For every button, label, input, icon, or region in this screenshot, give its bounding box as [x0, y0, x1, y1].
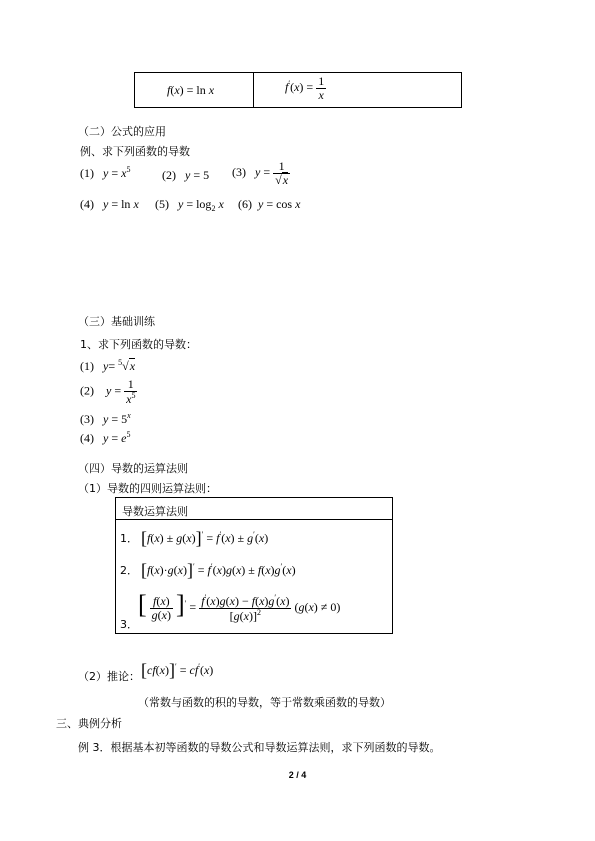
section2-example-title: 例、求下列函数的导数: [80, 145, 190, 158]
example-row-2: (2) y = 5: [162, 168, 210, 182]
section-three-heading: 三、典例分析: [56, 717, 122, 730]
training-row-3: (3) $y = 5^x$: [80, 411, 131, 426]
item-label: (6): [238, 197, 252, 211]
table-divider: [253, 73, 254, 107]
item-label: (1): [80, 359, 94, 373]
section3-heading: （三）基础训练: [78, 315, 155, 328]
item-label: (4): [80, 431, 94, 445]
section4-subheading: （1）导数的四则运算法则：: [78, 482, 217, 495]
formula-ln: f(x) = ln x: [167, 83, 215, 97]
section4-heading: （四）导数的运算法则: [78, 462, 188, 475]
example-row-3: (3) y = $\frac{1}{√x}$: [232, 159, 289, 187]
rule-product: 2． [f(x)·g(x)]′ = f′(x)g(x) ± f(x)g′(x): [120, 560, 296, 580]
formula-table: [134, 72, 462, 108]
example-row-4: (4) y = ln x: [80, 197, 139, 211]
corollary-note: （常数与函数的积的导数，等于常数乘函数的导数）: [138, 696, 391, 709]
table-divider: [116, 519, 392, 520]
rule-sum: 1． [f(x) ± g(x)]′ = f′(x) ± g′(x): [120, 528, 269, 548]
item-label: (2): [80, 383, 94, 398]
corollary-label: （2）推论：: [78, 670, 140, 683]
section3-task-title: 1、求下列函数的导数：: [80, 338, 197, 351]
item-label: (5): [155, 197, 169, 211]
example-row-1: (1) $y = x^5$: [80, 165, 131, 180]
example-row-6: (6) y = cos x: [238, 197, 301, 211]
rule-number-3: 3．: [120, 618, 138, 631]
derivative-rules-table: [115, 497, 393, 634]
formula-ln-derivative: f′(x) = $\frac{1}{x}$: [285, 74, 325, 102]
item-label: (1): [80, 166, 94, 180]
corollary-formula: [cf(x)]′ = cf′(x): [141, 660, 214, 680]
item-label: (3): [80, 412, 94, 426]
item-label: (3): [232, 164, 246, 179]
page-number: 2 / 4: [288, 770, 307, 780]
training-row-2: (2) y = $\frac{1}{x^5}$: [80, 377, 136, 406]
rule-quotient: [ $\frac{f(x)}{g(x)}$ ]′ = $\frac{f'(x)g(x) - f(x)g'(x)}{[g(x)]^2}$ (g(x) ≠ 0): [138, 590, 341, 623]
rules-table-header: 导数运算法则: [122, 505, 188, 518]
training-row-4: (4) $y = e^5$: [80, 430, 131, 445]
example-3-text: 例 3．根据基本初等函数的导数公式和导数运算法则，求下列函数的导数。: [78, 741, 441, 754]
example-row-5: (5) $y = \log_2 x$: [155, 197, 224, 213]
training-row-1: (1) y= $^5$√x: [80, 358, 136, 373]
item-label: (2): [162, 168, 176, 182]
section2-heading: （二）公式的应用: [78, 125, 166, 138]
item-label: (4): [80, 197, 94, 211]
